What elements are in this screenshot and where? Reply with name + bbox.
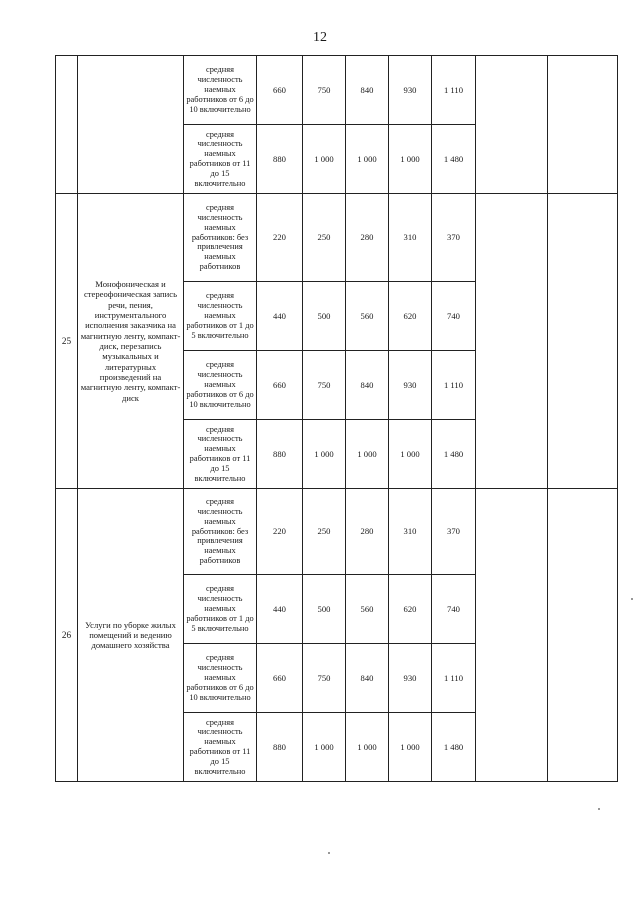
employee-count-condition: средняя численность наемных работников от 11 до 15 включительно — [184, 713, 257, 782]
scan-speck — [328, 852, 330, 854]
amount-cell: 1 000 — [303, 125, 346, 194]
employee-count-condition: средняя численность наемных работников: без привлечения наемных работников — [184, 489, 257, 575]
amount-cell: 440 — [257, 282, 303, 351]
service-name: Монофоническая и стереофоническая запись речи, пения, инструментального исполнения заказчика на магнитную ленту, компакт-диск, перезапись музыкальных и литературных произведений на магнитную ленту, компакт-диск — [78, 194, 184, 489]
amount-cell: 750 — [303, 56, 346, 125]
employee-count-condition: средняя численность наемных работников от 6 до 10 включительно — [184, 351, 257, 420]
empty-cell — [476, 56, 548, 194]
amount-cell: 250 — [303, 489, 346, 575]
scan-speck — [598, 808, 600, 810]
amount-cell: 1 000 — [303, 420, 346, 489]
amount-cell: 750 — [303, 644, 346, 713]
tariff-table — [55, 55, 618, 782]
table-row — [56, 56, 618, 125]
amount-cell: 370 — [432, 489, 476, 575]
table-row — [56, 194, 618, 282]
row-number — [56, 56, 78, 194]
amount-cell: 310 — [389, 489, 432, 575]
amount-cell: 220 — [257, 194, 303, 282]
amount-cell: 440 — [257, 575, 303, 644]
table-body — [56, 56, 618, 782]
row-number: 25 — [56, 194, 78, 489]
empty-cell — [476, 194, 548, 489]
table-row — [56, 489, 618, 575]
amount-cell: 220 — [257, 489, 303, 575]
amount-cell: 880 — [257, 713, 303, 782]
amount-cell: 1 000 — [346, 420, 389, 489]
row-number: 26 — [56, 489, 78, 782]
empty-cell — [476, 489, 548, 782]
amount-cell: 840 — [346, 56, 389, 125]
amount-cell: 660 — [257, 56, 303, 125]
employee-count-condition: средняя численность наемных работников от 11 до 15 включительно — [184, 420, 257, 489]
amount-cell: 880 — [257, 125, 303, 194]
amount-cell: 1 480 — [432, 713, 476, 782]
service-name — [78, 56, 184, 194]
amount-cell: 1 000 — [346, 125, 389, 194]
amount-cell: 620 — [389, 282, 432, 351]
amount-cell: 280 — [346, 194, 389, 282]
scan-speck — [631, 598, 633, 600]
amount-cell: 740 — [432, 282, 476, 351]
employee-count-condition: средняя численность наемных работников от 1 до 5 включительно — [184, 282, 257, 351]
employee-count-condition: средняя численность наемных работников от 11 до 15 включительно — [184, 125, 257, 194]
amount-cell: 500 — [303, 282, 346, 351]
amount-cell: 840 — [346, 351, 389, 420]
amount-cell: 1 000 — [346, 713, 389, 782]
amount-cell: 1 110 — [432, 56, 476, 125]
amount-cell: 740 — [432, 575, 476, 644]
amount-cell: 310 — [389, 194, 432, 282]
employee-count-condition: средняя численность наемных работников: без привлечения наемных работников — [184, 194, 257, 282]
empty-cell — [548, 56, 618, 194]
amount-cell: 500 — [303, 575, 346, 644]
amount-cell: 660 — [257, 644, 303, 713]
employee-count-condition: средняя численность наемных работников от 6 до 10 включительно — [184, 644, 257, 713]
amount-cell: 750 — [303, 351, 346, 420]
amount-cell: 1 000 — [389, 125, 432, 194]
amount-cell: 1 000 — [389, 420, 432, 489]
amount-cell: 370 — [432, 194, 476, 282]
amount-cell: 250 — [303, 194, 346, 282]
service-name: Услуги по уборке жилых помещений и ведению домашнего хозяйства — [78, 489, 184, 782]
amount-cell: 1 000 — [389, 713, 432, 782]
empty-cell — [548, 489, 618, 782]
amount-cell: 280 — [346, 489, 389, 575]
amount-cell: 930 — [389, 351, 432, 420]
amount-cell: 560 — [346, 575, 389, 644]
empty-cell — [548, 194, 618, 489]
amount-cell: 1 110 — [432, 644, 476, 713]
amount-cell: 840 — [346, 644, 389, 713]
page-number: 12 — [313, 30, 327, 45]
amount-cell: 930 — [389, 56, 432, 125]
amount-cell: 1 480 — [432, 125, 476, 194]
amount-cell: 1 000 — [303, 713, 346, 782]
amount-cell: 930 — [389, 644, 432, 713]
amount-cell: 1 110 — [432, 351, 476, 420]
amount-cell: 620 — [389, 575, 432, 644]
amount-cell: 660 — [257, 351, 303, 420]
employee-count-condition: средняя численность наемных работников от 6 до 10 включительно — [184, 56, 257, 125]
amount-cell: 1 480 — [432, 420, 476, 489]
employee-count-condition: средняя численность наемных работников от 1 до 5 включительно — [184, 575, 257, 644]
amount-cell: 880 — [257, 420, 303, 489]
amount-cell: 560 — [346, 282, 389, 351]
